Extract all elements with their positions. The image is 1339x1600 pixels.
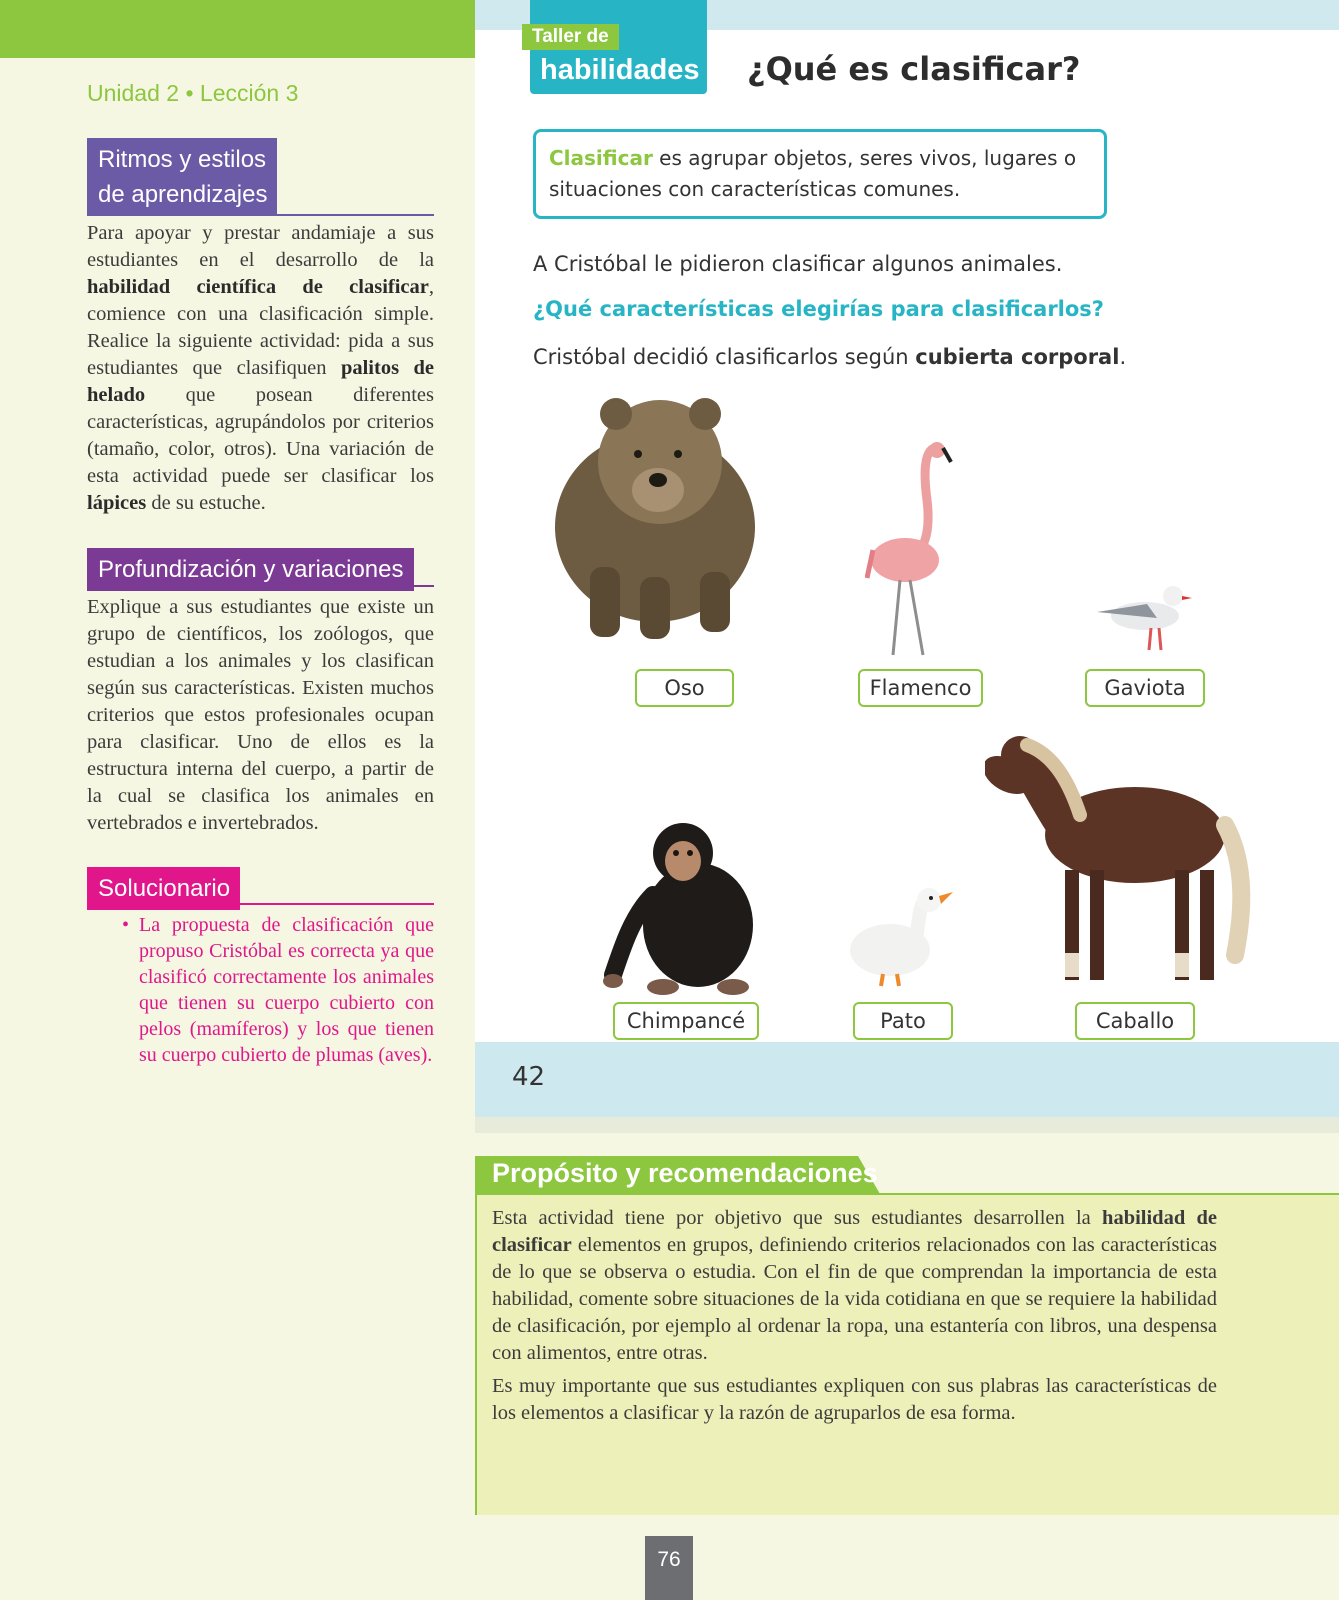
horse-photo bbox=[985, 725, 1265, 997]
definition-keyword: Clasificar bbox=[549, 146, 653, 170]
proposito-p1-start: Esta actividad tiene por objetivo que sus estudiantes desarrollen la bbox=[492, 1207, 1103, 1229]
proposito-text bbox=[492, 1205, 1217, 1433]
animal-label-chimpance: Chimpancé bbox=[613, 1002, 759, 1040]
solucionario-item: La propuesta de clasificación que propuso Cristóbal es correcta ya que clasificó correctamente los animales que tienen su cuerpo cubierto con pelos (mamíferos) y los que tienen su cuerpo cubierto de plumas (aves). bbox=[139, 914, 434, 1066]
header-green-band bbox=[0, 0, 475, 58]
seagull-photo bbox=[1087, 574, 1197, 656]
book-bottom-edge bbox=[475, 1117, 1339, 1133]
ritmos-paragraph bbox=[87, 220, 434, 517]
ritmos-bold-3: lápices bbox=[87, 492, 147, 514]
footer-page-number: 76 bbox=[645, 1536, 693, 1600]
profundizacion-heading: Profundización y variaciones bbox=[87, 548, 414, 591]
proposito-p1-bold: habilidad de clasificar bbox=[492, 1207, 1217, 1256]
bear-photo bbox=[550, 382, 768, 644]
book-page-number: 42 bbox=[512, 1062, 546, 1092]
book-title: ¿Qué es clasificar? bbox=[747, 50, 1081, 88]
chimpanzee-photo bbox=[603, 815, 763, 997]
animal-label-gaviota: Gaviota bbox=[1085, 669, 1205, 707]
solucionario-heading: Solucionario bbox=[87, 867, 240, 910]
proposito-paragraph-2: Es muy importante que sus estudiantes expliquen con sus plabras las características de los elementos a clasificar y la razón de agruparlos de esa forma. bbox=[492, 1375, 1217, 1424]
profundizacion-paragraph: Explique a sus estudiantes que existe un grupo de científicos, los zoólogos, que estudian a los animales y los clasifican según sus características. Existen muchos criterios que estos profesionales ocupan para clasificar. Uno de ellos es la estructura interna del cuerpo, a partir de la cual se clasifica los animales en vertebrados e invertebrados. bbox=[87, 596, 434, 834]
decision-bold: cubierta corporal bbox=[915, 345, 1120, 369]
solucionario-bullet: • bbox=[122, 914, 130, 936]
animal-label-flamenco: Flamenco bbox=[858, 669, 983, 707]
animal-label-oso: Oso bbox=[635, 669, 734, 707]
definition-text bbox=[549, 143, 1097, 205]
ritmos-bold-1: habilidad científica de clasificar bbox=[87, 276, 429, 298]
definition-rest: es agrupar objetos, seres vivos, lugares o situaciones con características comunes. bbox=[549, 146, 1077, 201]
ritmos-heading bbox=[87, 138, 277, 216]
decision-text-end: . bbox=[1119, 345, 1127, 369]
proposito-paragraph-1 bbox=[492, 1205, 1217, 1367]
solucionario-divider bbox=[87, 903, 434, 905]
student-book-page bbox=[475, 0, 1339, 1133]
ritmos-bold-2: palitos de helado bbox=[87, 357, 434, 406]
ritmos-text-2: , comience con una clasificación simple. Realice la siguiente actividad: pida a sus estudiantes que clasifiquen bbox=[87, 276, 434, 379]
animal-label-pato: Pato bbox=[853, 1002, 953, 1040]
ritmos-title-line2: de aprendizajes bbox=[98, 181, 268, 208]
proposito-heading bbox=[475, 1156, 880, 1194]
decision-text bbox=[533, 345, 1126, 369]
intro-text: A Cristóbal le pidieron clasificar algunos animales. bbox=[533, 252, 1063, 276]
ritmos-text-4: de su estuche. bbox=[146, 492, 266, 514]
unit-lesson-label: Unidad 2 • Lección 3 bbox=[87, 80, 299, 106]
profundizacion-divider bbox=[87, 585, 434, 587]
proposito-p1-end: elementos en grupos, definiendo criterios relacionados con las características de lo que se observa o estudia. Con el fin de que comprendan la importancia de esta habilidad, comente sobre situaciones de la vida cotidiana en que se requiere la habilidad de clasificación, por ejemplo al ordenar la ropa, una estantería con libros, una despensa con alimentos, entre otras. bbox=[492, 1234, 1217, 1364]
ritmos-divider bbox=[87, 214, 434, 216]
question-text: ¿Qué características elegirías para clasificarlos? bbox=[533, 297, 1104, 321]
taller-badge-big-label: habilidades bbox=[540, 54, 700, 86]
ritmos-title-line1: Ritmos y estilos bbox=[98, 146, 267, 173]
flamingo-photo bbox=[865, 440, 970, 662]
animal-label-caballo: Caballo bbox=[1075, 1002, 1195, 1040]
ritmos-text-1: Para apoyar y prestar andamiaje a sus estudiantes en el desarrollo de la bbox=[87, 222, 434, 271]
solucionario-list bbox=[122, 912, 434, 1068]
taller-badge-small-label: Taller de bbox=[522, 24, 619, 50]
duck-photo bbox=[845, 888, 955, 990]
decision-text-start: Cristóbal decidió clasificarlos según bbox=[533, 345, 916, 369]
ritmos-text-3: que posean diferentes características, agrupándolos por criterios (tamaño, color, otros). Una variación de esta actividad puede ser clasificar los bbox=[87, 384, 434, 487]
proposito-title: Propósito y recomendaciones bbox=[492, 1158, 878, 1188]
